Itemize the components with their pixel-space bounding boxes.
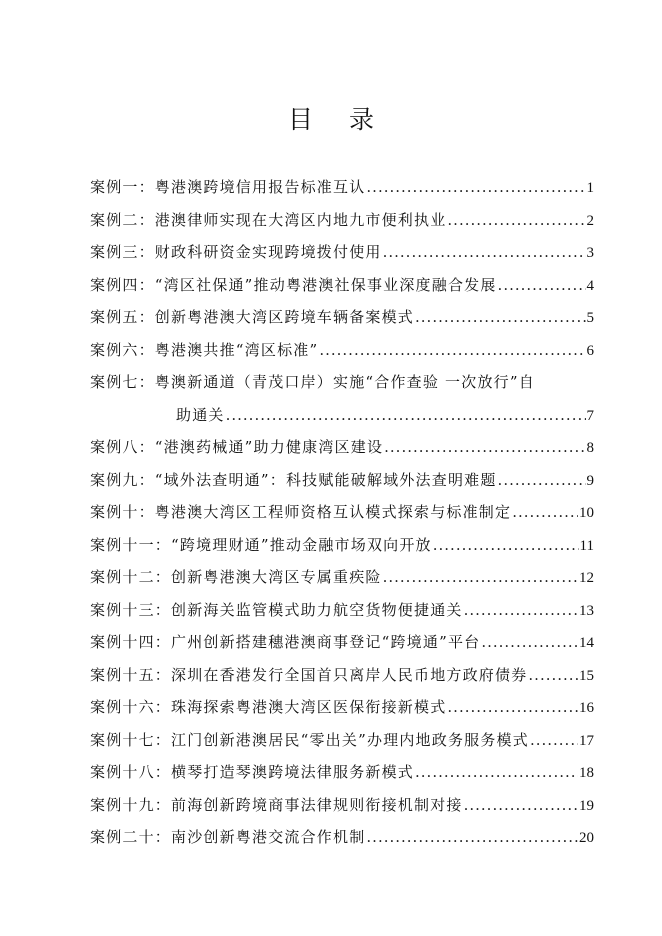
toc-entry[interactable] — [90, 209, 594, 242]
toc-leader-dots — [383, 568, 578, 586]
toc-entry-label: 案例十：粤港澳大湾区工程师资格互认模式探索与标准制定 — [90, 503, 512, 521]
toc-page-number: 18 — [579, 765, 594, 781]
toc-entry-label: 案例十三：创新海关监管模式助力航空货物便捷通关 — [90, 600, 463, 619]
toc-entry-label: 案例十一：“跨境理财通”推动金融市场双向开放 — [90, 535, 432, 554]
toc-entry-label: 案例十九：前海创新跨境商事法律规则衔接机制对接 — [90, 795, 463, 814]
toc-entry[interactable] — [90, 566, 594, 599]
toc-leader-dots — [481, 633, 578, 651]
toc-entry-continuation[interactable] — [90, 404, 594, 437]
toc-entry[interactable] — [90, 371, 594, 404]
toc-page-number: 15 — [579, 667, 594, 684]
toc-leader-dots — [498, 276, 586, 294]
toc-page-number: 19 — [579, 797, 594, 814]
toc-page-number: 13 — [579, 602, 594, 619]
toc-entry[interactable] — [90, 306, 594, 339]
toc-entry[interactable] — [90, 599, 594, 632]
toc-entry[interactable] — [90, 794, 594, 827]
toc-entry-label: 案例十五：深圳在香港发行全国首只离岸人民币地方政府债券 — [90, 665, 528, 684]
toc-entry[interactable] — [90, 469, 594, 502]
toc-page-number: 3 — [586, 245, 594, 261]
toc-entry-label: 案例十七：江门创新港澳居民“零出关”办理内地政务服务模式 — [90, 730, 529, 749]
toc-entry-label: 案例二十：南沙创新粤港交流合作机制 — [90, 828, 366, 846]
toc-entry-label: 案例九：“域外法查明通”：科技赋能破解域外法查明难题 — [90, 470, 497, 489]
toc-entry-label: 案例十六：珠海探索粤港澳大湾区医保衔接新模式 — [90, 698, 447, 716]
toc-entry[interactable] — [90, 664, 594, 697]
toc-leader-dots — [528, 666, 578, 684]
toc-page-number: 11 — [579, 537, 594, 554]
toc-page-number: 14 — [579, 635, 594, 651]
toc-page-number: 5 — [586, 310, 594, 326]
toc-entry[interactable] — [90, 176, 594, 209]
toc-entry[interactable] — [90, 729, 594, 762]
toc-entry[interactable] — [90, 761, 594, 794]
toc-leader-dots — [433, 536, 579, 554]
table-of-contents — [90, 176, 594, 859]
toc-entry[interactable] — [90, 501, 594, 534]
toc-page-number: 1 — [586, 180, 594, 196]
toc-page-number: 10 — [579, 505, 594, 521]
toc-entry[interactable] — [90, 631, 594, 664]
toc-page-number: 6 — [586, 342, 594, 359]
toc-page-number: 2 — [586, 212, 594, 229]
toc-leader-dots — [415, 308, 585, 326]
toc-page-number: 8 — [586, 440, 594, 456]
toc-leader-dots — [464, 601, 578, 619]
toc-leader-dots — [447, 211, 585, 229]
toc-entry-label: 案例一：粤港澳跨境信用报告标准互认 — [90, 178, 366, 196]
toc-page-number: 12 — [579, 570, 594, 586]
toc-entry[interactable] — [90, 274, 594, 307]
toc-leader-dots — [464, 796, 578, 814]
toc-leader-dots — [319, 341, 585, 359]
toc-leader-dots — [447, 698, 578, 716]
toc-entry-label: 案例八：“港澳药械通”助力健康湾区建设 — [90, 438, 384, 456]
toc-entry-label: 案例十四：广州创新搭建穗港澳商事登记“跨境通”平台 — [90, 633, 481, 651]
toc-entry-label: 案例七：粤澳新通道（青茂口岸）实施“合作查验 一次放行”自 — [90, 373, 535, 391]
toc-entry-label: 案例三：财政科研资金实现跨境拨付使用 — [90, 243, 382, 261]
toc-leader-dots — [383, 243, 586, 261]
toc-entry-label: 案例五：创新粤港澳大湾区跨境车辆备案模式 — [90, 308, 415, 326]
toc-leader-dots — [530, 731, 578, 749]
toc-leader-dots — [415, 763, 578, 781]
toc-entry-label-continuation: 助通关 — [176, 405, 225, 424]
toc-entry[interactable] — [90, 241, 594, 274]
toc-page-number: 7 — [586, 407, 594, 424]
toc-entry-label: 案例十八：横琴打造琴澳跨境法律服务新模式 — [90, 763, 415, 781]
toc-entry[interactable] — [90, 534, 594, 567]
toc-leader-dots — [366, 828, 578, 846]
toc-entry[interactable] — [90, 436, 594, 469]
toc-leader-dots — [512, 503, 578, 521]
toc-entry[interactable] — [90, 696, 594, 729]
toc-leader-dots — [498, 471, 586, 489]
toc-page-number: 4 — [586, 277, 594, 294]
toc-leader-dots — [366, 178, 585, 196]
toc-page-number: 16 — [579, 700, 594, 716]
toc-leader-dots — [226, 406, 586, 424]
toc-entry-label: 案例六：粤港澳共推“湾区标准” — [90, 340, 319, 359]
page-title: 目 录 — [288, 105, 388, 134]
toc-entry-label: 案例十二：创新粤港澳大湾区专属重疾险 — [90, 568, 382, 586]
toc-entry[interactable] — [90, 339, 594, 372]
toc-page-number: 20 — [579, 830, 594, 846]
toc-page-number: 17 — [579, 732, 594, 749]
toc-leader-dots — [384, 438, 585, 456]
toc-entry-label: 案例二：港澳律师实现在大湾区内地九市便利执业 — [90, 210, 447, 229]
toc-entry-label: 案例四：“湾区社保通”推动粤港澳社保事业深度融合发展 — [90, 275, 497, 294]
toc-entry[interactable] — [90, 826, 594, 859]
toc-page-number: 9 — [586, 472, 594, 489]
